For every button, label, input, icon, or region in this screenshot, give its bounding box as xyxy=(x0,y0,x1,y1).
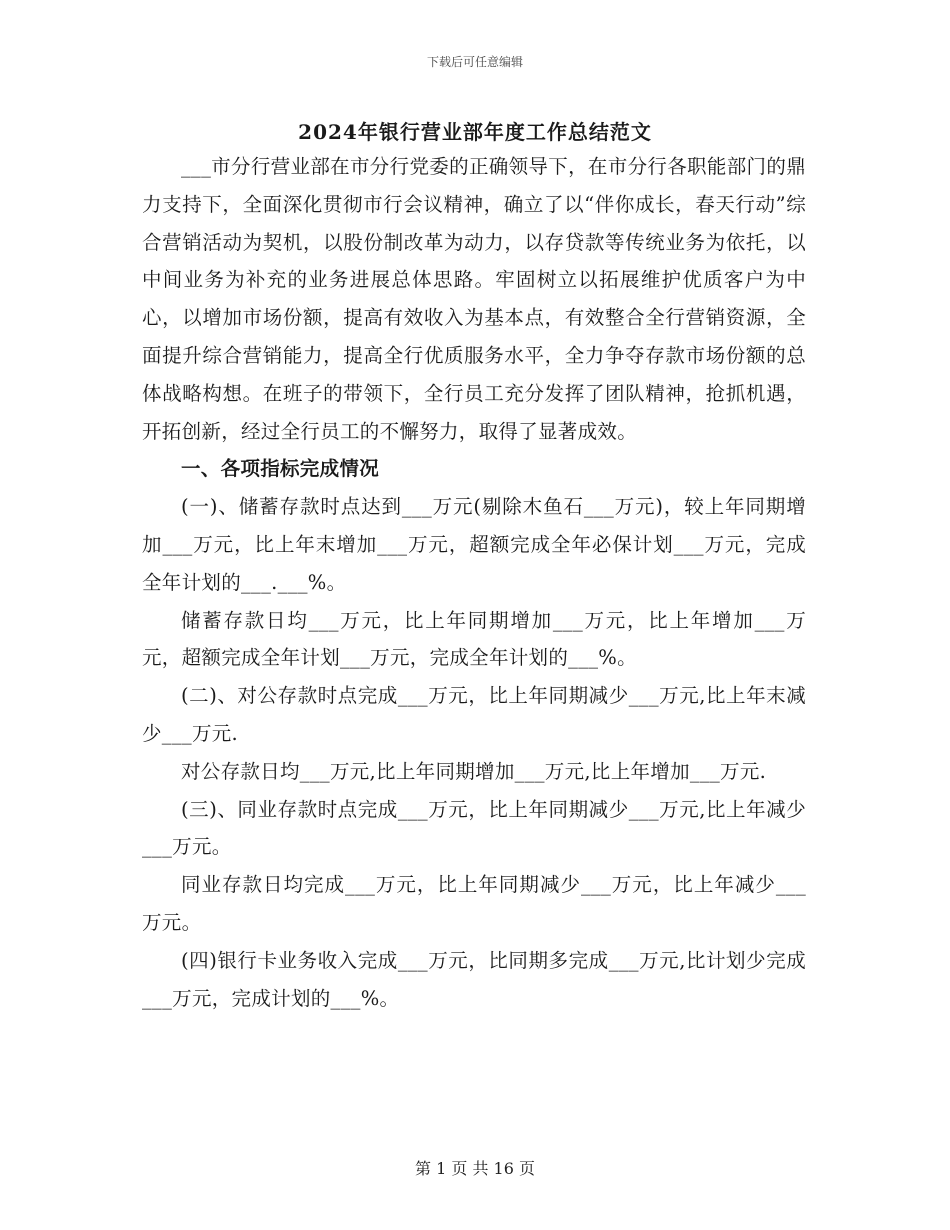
interbank-deposit-point-paragraph: (三)、同业存款时点完成___万元，比上年同期减少___万元,比上年减少___万元。 xyxy=(142,797,806,859)
page-number-footer: 第 1 页 共 16 页 xyxy=(415,1159,535,1178)
document-title: 2024年银行营业部年度工作总结范文 xyxy=(298,120,652,144)
page-header-note: 下载后可任意编辑 xyxy=(426,55,523,69)
document-body xyxy=(142,148,806,1017)
interbank-deposit-daily-paragraph: 同业存款日均完成___万元，比上年同期减少___万元，比上年减少___万元。 xyxy=(142,873,806,934)
savings-deposit-point-paragraph: (一)、储蓄存款时点达到___万元(剔除木鱼石___万元)，较上年同期增加___万元，比上年末增加___万元，超额完成全年必保计划___万元，完成全年计划的___.___%。 xyxy=(142,495,806,594)
corporate-deposit-point-paragraph: (二)、对公存款时点完成___万元，比上年同期减少___万元,比上年末减少___万元. xyxy=(142,684,806,745)
section-heading: 一、各项指标完成情况 xyxy=(181,457,380,481)
corporate-deposit-daily-paragraph: 对公存款日均___万元,比上年同期增加___万元,比上年增加___万元. xyxy=(181,759,767,783)
savings-deposit-daily-paragraph: 储蓄存款日均___万元，比上年同期增加___万元，比上年增加___万元，超额完成全年计划___万元，完成全年计划的___%。 xyxy=(142,608,806,670)
bank-card-income-paragraph: (四)银行卡业务收入完成___万元，比同期多完成___万元,比计划少完成___万元，完成计划的___%。 xyxy=(142,948,806,1010)
intro-paragraph: ___市分行营业部在市分行党委的正确领导下，在市分行各职能部门的鼎力支持下，全面深化贯彻市行会议精神，确立了以“伴你成长，春天行动”综合营销活动为契机，以股份制改革为动力，以存贷款等传统业务为依托，以中间业务为补充的业务进展总体思路。牢固树立以拓展维护优质客户为中心，以增加市场份额，提高有效收入为基本点，有效整合全行营销资源，全面提升综合营销能力，提高全行优质服务水平，全力争夺存款市场份额的总体战略构想。在班子的带领下，全行员工充分发挥了团队精神，抢抓机遇，开拓创新，经过全行员工的不懈努力，取得了显著成效。 xyxy=(142,155,806,443)
